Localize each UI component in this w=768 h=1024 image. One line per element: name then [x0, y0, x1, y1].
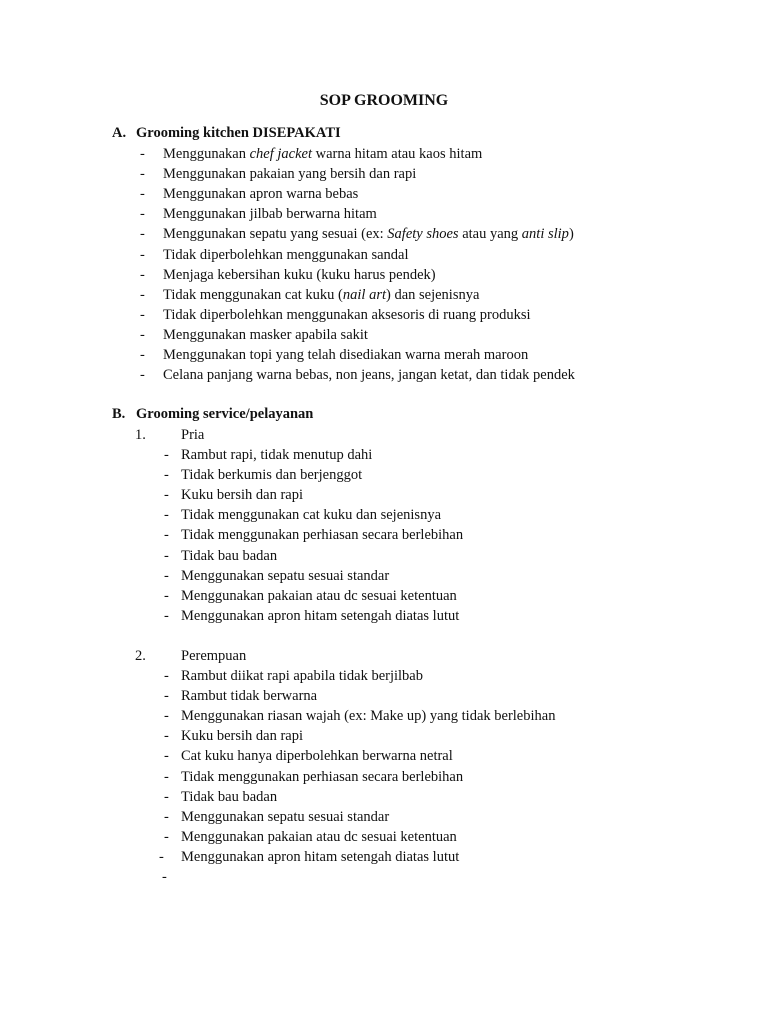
list-item-text: ): [568, 226, 574, 243]
list-item: Menggunakan sepatu sesuai standar: [181, 567, 390, 584]
list-bullet: -: [164, 507, 169, 524]
list-item-text: ) dan sejenisnya: [386, 286, 480, 303]
list-item-text: Menggunakan topi yang telah disediakan warna merah maroon: [163, 347, 529, 363]
list-item-text: Tidak menggunakan cat kuku (: [163, 286, 343, 303]
list-bullet: -: [164, 728, 169, 745]
list-bullet: -: [164, 567, 169, 584]
list-item: Menggunakan sepatu sesuai standar: [181, 808, 390, 825]
list-item: [163, 166, 416, 183]
list-item: [163, 186, 358, 203]
list-item: Rambut diikat rapi apabila tidak berjilbab: [181, 668, 423, 684]
list-item: [163, 287, 479, 304]
list-bullet: -: [140, 286, 145, 303]
list-item-text: warna hitam atau kaos hitam: [311, 146, 483, 162]
section-b-heading: [112, 406, 313, 423]
list-bullet: -: [164, 688, 169, 705]
list-item: Cat kuku hanya diperbolehkan berwarna netral: [181, 748, 453, 765]
list-item: [163, 226, 574, 243]
list-item: Menggunakan apron hitam setengah diatas lutut: [181, 848, 460, 865]
list-item: [163, 146, 482, 163]
list-item: Tidak menggunakan perhiasan secara berlebihan: [181, 768, 464, 785]
list-bullet: -: [140, 326, 145, 343]
italic-term: nail art: [342, 286, 386, 303]
list-bullet: -: [164, 768, 169, 785]
italic-term: anti slip: [521, 226, 569, 243]
list-bullet: -: [140, 306, 145, 323]
list-item-text: Menggunakan: [163, 146, 250, 162]
group-label: Pria: [181, 427, 205, 443]
list-item: Kuku bersih dan rapi: [181, 728, 304, 745]
list-item: [163, 367, 575, 384]
section-a-letter: A.: [112, 125, 127, 141]
list-item: [163, 307, 531, 324]
section-b-letter: B.: [112, 406, 126, 422]
list-bullet: -: [164, 467, 169, 484]
list-bullet: -: [164, 748, 169, 765]
list-item-text: Menggunakan sepatu yang sesuai (ex:: [163, 226, 388, 243]
document-title: SOP GROOMING: [319, 92, 449, 109]
list-bullet: -: [140, 246, 145, 263]
list-item: Kuku bersih dan rapi: [181, 487, 304, 504]
list-item: Tidak menggunakan cat kuku dan sejenisnya: [181, 507, 442, 524]
list-bullet: -: [164, 607, 169, 624]
list-bullet: -: [140, 146, 145, 162]
list-item-text: Tidak diperbolehkan menggunakan aksesoris di ruang produksi: [163, 306, 531, 323]
list-item: Menggunakan apron hitam setengah diatas lutut: [181, 607, 460, 624]
list-item: [163, 327, 368, 344]
list-item: Tidak bau badan: [181, 788, 278, 805]
list-bullet: -: [140, 367, 145, 384]
list-item: [163, 347, 528, 364]
list-bullet: -: [140, 226, 145, 243]
list-item-text: Menggunakan apron warna bebas: [163, 186, 359, 203]
list-bullet: -: [164, 668, 169, 684]
list-item: [163, 206, 377, 223]
list-item: Rambut tidak berwarna: [181, 688, 318, 705]
list-item-text: Menggunakan masker apabila sakit: [163, 326, 368, 343]
section-a-title: Grooming kitchen DISEPAKATI: [136, 125, 341, 141]
italic-term: chef jacket: [249, 146, 312, 162]
list-bullet: -: [164, 447, 169, 463]
list-bullet: -: [140, 206, 145, 223]
group-label: Perempuan: [181, 648, 247, 664]
list-item: [163, 267, 436, 284]
list-item: Menggunakan pakaian atau dc sesuai ketentuan: [181, 828, 457, 845]
list-bullet: -: [159, 848, 164, 865]
list-bullet: -: [140, 266, 145, 283]
list-bullet: -: [164, 828, 169, 845]
list-bullet: -: [140, 186, 145, 203]
list-item: Menggunakan pakaian atau dc sesuai ketentuan: [181, 587, 457, 604]
list-item-text: atau yang: [458, 226, 522, 243]
list-item-text: Menjaga kebersihan kuku (kuku harus pendek): [163, 266, 436, 283]
list-item: Tidak menggunakan perhiasan secara berlebihan: [181, 527, 464, 544]
list-item: Menggunakan riasan wajah (ex: Make up) yang tidak berlebihan: [181, 708, 556, 725]
italic-term: Safety shoes: [387, 226, 459, 243]
group-number: 1.: [135, 427, 146, 443]
list-bullet: -: [162, 869, 167, 885]
list-bullet: -: [164, 788, 169, 805]
list-item: Rambut rapi, tidak menutup dahi: [181, 447, 373, 463]
list-item-text: Menggunakan jilbab berwarna hitam: [163, 206, 377, 223]
group-number: 2.: [135, 648, 146, 664]
list-bullet: -: [164, 708, 169, 725]
list-item: [163, 247, 409, 264]
list-bullet: -: [164, 587, 169, 604]
list-bullet: -: [140, 166, 145, 183]
list-item-text: Celana panjang warna bebas, non jeans, jangan ketat, dan tidak pendek: [163, 367, 575, 384]
list-item-text: Tidak diperbolehkan menggunakan sandal: [163, 246, 409, 263]
list-bullet: -: [164, 527, 169, 544]
list-bullet: -: [164, 547, 169, 564]
section-b-title: Grooming service/pelayanan: [136, 406, 314, 422]
list-bullet: -: [140, 347, 145, 363]
list-bullet: -: [164, 808, 169, 825]
list-item: Tidak bau badan: [181, 547, 278, 564]
list-item-text: Menggunakan pakaian yang bersih dan rapi: [163, 166, 417, 183]
section-a-heading: [112, 125, 341, 142]
list-bullet: -: [164, 487, 169, 504]
list-item: Tidak berkumis dan berjenggot: [181, 467, 363, 484]
